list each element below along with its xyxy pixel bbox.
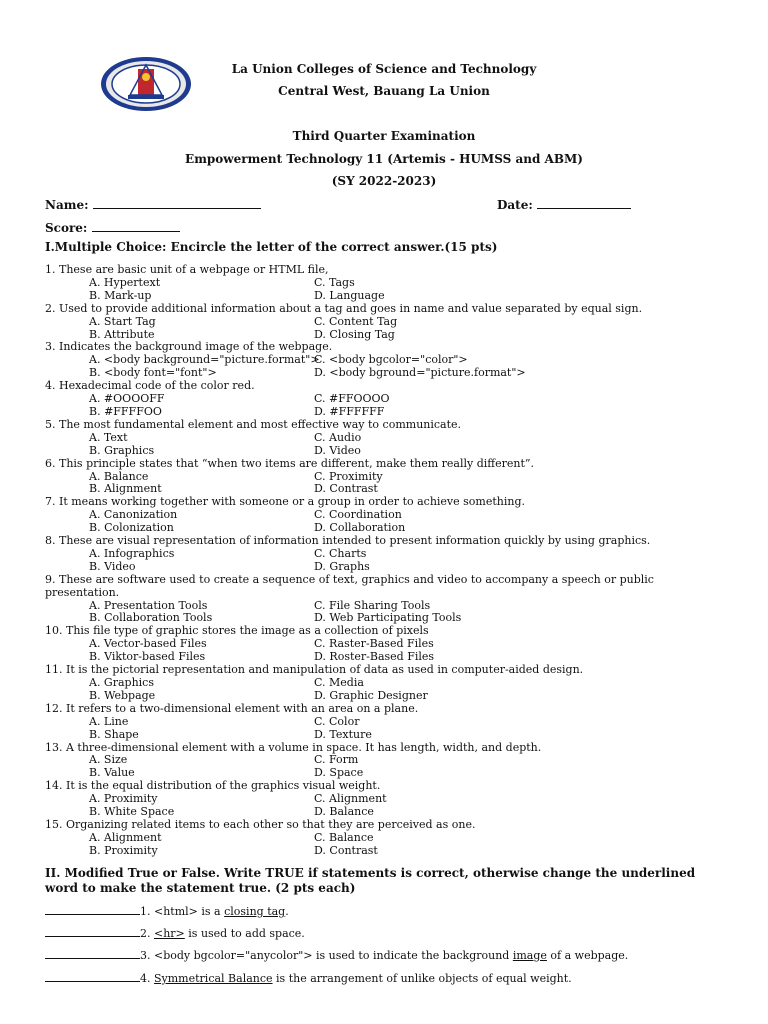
school-year: (SY 2022-2023) xyxy=(331,174,437,188)
date-blank[interactable] xyxy=(537,196,631,209)
question-item xyxy=(45,819,725,858)
answer-option[interactable]: A. Balance xyxy=(89,469,149,483)
true-false-item xyxy=(45,903,745,919)
school-name: La Union Colleges of Science and Technology xyxy=(231,62,537,76)
underlined-term: Symmetrical Balance xyxy=(154,972,273,985)
answer-option[interactable]: B. White Space xyxy=(89,805,175,819)
answer-option[interactable]: C. Media xyxy=(314,676,364,689)
question-item xyxy=(45,664,725,703)
multiple-choice-list xyxy=(45,264,725,858)
date-label: Date: xyxy=(497,198,533,212)
answer-option[interactable]: B. Attribute xyxy=(89,327,155,341)
answer-option[interactable]: C. Raster-Based Files xyxy=(314,637,434,651)
name-label: Name: xyxy=(45,198,89,212)
answer-option[interactable]: B. Proximity xyxy=(89,843,158,857)
answer-option[interactable]: D. Contrast xyxy=(314,843,378,857)
answer-option[interactable]: A. Vector-based Files xyxy=(89,637,207,651)
answer-option[interactable]: A. Start Tag xyxy=(89,314,156,328)
answer-option[interactable]: B. Video xyxy=(89,559,136,573)
answer-option[interactable]: A. Proximity xyxy=(89,792,158,806)
answer-option[interactable]: B. <body font="font"> xyxy=(89,366,217,380)
answer-option[interactable]: C. Proximity xyxy=(314,469,383,483)
answer-option[interactable]: A. Graphics xyxy=(89,676,154,689)
question-item xyxy=(45,574,725,626)
answer-option[interactable]: C. Form xyxy=(314,753,359,767)
question-text: 12. It refers to a two-dimensional element with an area on a plane. xyxy=(45,701,419,715)
part1-heading: I.Multiple Choice: Encircle the letter of the correct answer.(15 pts) xyxy=(45,240,498,254)
answer-option[interactable]: B. Colonization xyxy=(89,521,174,535)
answer-option[interactable]: D. Collaboration xyxy=(314,521,406,535)
question-item xyxy=(45,419,725,458)
question-item xyxy=(45,341,725,380)
answer-options xyxy=(89,548,725,574)
answer-option[interactable]: B. Alignment xyxy=(89,482,162,496)
true-false-item xyxy=(45,970,745,986)
name-field[interactable] xyxy=(45,196,261,212)
answer-option[interactable]: A. Hypertext xyxy=(89,275,161,289)
answer-option[interactable]: D. Graphs xyxy=(314,559,370,573)
answer-options xyxy=(89,600,725,626)
question-text: 5. The most fundamental element and most effective way to communicate. xyxy=(45,417,462,431)
question-item xyxy=(45,742,725,781)
answer-options xyxy=(89,793,725,819)
part2-heading: II. Modified True or False. Write TRUE if statements is correct, otherwise change the underlined word to make the statement true. (2 pts each) xyxy=(45,866,696,895)
answer-option[interactable]: B. #FFFFOO xyxy=(89,404,162,418)
answer-option[interactable]: B. Mark-up xyxy=(89,288,152,302)
question-item xyxy=(45,535,725,574)
answer-option[interactable]: C. #FFOOOO xyxy=(314,392,390,406)
statement-text: is the arrangement of unlike objects of equal weight. xyxy=(272,972,572,985)
question-item xyxy=(45,380,725,419)
name-blank[interactable] xyxy=(93,196,261,209)
answer-option[interactable]: C. Audio xyxy=(314,430,362,444)
subject-title: Empowerment Technology 11 (Artemis - HUMSS and ABM) xyxy=(185,152,583,166)
answer-option[interactable]: C. <body bgcolor="color"> xyxy=(314,353,468,367)
statement-text: of a webpage. xyxy=(546,949,629,962)
answer-blank[interactable] xyxy=(45,947,140,959)
statement-text: . xyxy=(285,905,289,918)
answer-option[interactable]: D. Texture xyxy=(314,727,372,741)
answer-option[interactable]: D. <body bground="picture.format"> xyxy=(314,366,526,380)
question-text: 7. It means working together with someone or a group in order to achieve something. xyxy=(45,495,526,509)
question-item xyxy=(45,264,725,303)
answer-options xyxy=(89,316,725,342)
answer-option[interactable]: A. <body background="picture.format"> xyxy=(89,353,320,367)
answer-options xyxy=(89,509,725,535)
answer-option[interactable]: A. Infographics xyxy=(89,546,175,560)
question-text: 2. Used to provide additional information about a tag and goes in name and value separated by equal sign. xyxy=(45,301,643,315)
underlined-term: image xyxy=(512,949,547,962)
answer-option[interactable]: D. Web Participating Tools xyxy=(314,611,462,625)
question-item xyxy=(45,458,725,497)
answer-option[interactable]: A. Canonization xyxy=(89,508,178,522)
answer-option[interactable]: C. File Sharing Tools xyxy=(314,598,431,612)
question-text: 10. This file type of graphic stores the image as a collection of pixels xyxy=(45,624,429,638)
exam-title: Third Quarter Examination xyxy=(292,129,476,143)
answer-option[interactable]: D. Video xyxy=(314,443,361,457)
answer-blank[interactable] xyxy=(45,925,140,937)
answer-option[interactable]: D. Balance xyxy=(314,805,374,819)
item-number: 1. xyxy=(140,905,154,918)
answer-option[interactable]: A. Alignment xyxy=(89,830,162,844)
answer-option[interactable]: C. Color xyxy=(314,714,360,728)
question-text: 9. These are software used to create a sequence of text, graphics and video to accompany a speech or public presentation. xyxy=(45,572,654,599)
question-item xyxy=(45,625,725,664)
answer-option[interactable]: D. Language xyxy=(314,288,385,302)
answer-options xyxy=(89,277,725,303)
answer-options xyxy=(89,677,725,703)
statement-text: <body bgcolor="anycolor"> is used to indicate the background xyxy=(154,949,513,962)
answer-option[interactable]: D. Closing Tag xyxy=(314,327,395,341)
item-number: 4. xyxy=(140,972,154,985)
statement-text: is used to add space. xyxy=(184,927,305,940)
question-text: 3. Indicates the background image of the webpage. xyxy=(45,340,333,354)
answer-options xyxy=(89,471,725,497)
answer-option[interactable]: D. #FFFFFF xyxy=(314,404,385,418)
answer-option[interactable]: A. Size xyxy=(89,753,128,767)
answer-option[interactable]: C. Content Tag xyxy=(314,314,398,328)
answer-option[interactable]: B. Webpage xyxy=(89,688,156,702)
question-text: 14. It is the equal distribution of the graphics visual weight. xyxy=(45,779,381,793)
answer-option[interactable]: D. Graphic Designer xyxy=(314,688,428,702)
answer-option[interactable]: B. Collaboration Tools xyxy=(89,611,213,625)
answer-option[interactable]: D. Roster-Based Files xyxy=(314,650,435,664)
answer-option[interactable]: B. Graphics xyxy=(89,443,155,457)
answer-blank[interactable] xyxy=(45,903,140,915)
item-number: 2. xyxy=(140,927,154,940)
answer-option[interactable]: D. Space xyxy=(314,766,364,780)
answer-option[interactable]: A. Line xyxy=(89,714,129,728)
underlined-term: closing tag xyxy=(224,905,286,918)
answer-option[interactable]: C. Coordination xyxy=(314,508,402,522)
answer-options xyxy=(89,832,725,858)
question-text: 6. This principle states that “when two items are different, make them really different”. xyxy=(45,456,535,470)
question-item xyxy=(45,703,725,742)
answer-option[interactable]: C. Alignment xyxy=(314,792,387,806)
answer-options xyxy=(89,754,725,780)
item-number: 3. xyxy=(140,949,154,962)
score-field[interactable] xyxy=(45,219,180,235)
answer-option[interactable]: D. Contrast xyxy=(314,482,378,496)
answer-option[interactable]: C. Charts xyxy=(314,546,367,560)
answer-option[interactable]: B. Viktor-based Files xyxy=(89,650,206,664)
question-text: 8. These are visual representation of information intended to present information quickly by using graphics. xyxy=(45,534,651,548)
answer-option[interactable]: B. Shape xyxy=(89,727,139,741)
answer-options xyxy=(89,432,725,458)
answer-option[interactable]: C. Balance xyxy=(314,830,374,844)
question-item xyxy=(45,496,725,535)
true-false-item xyxy=(45,925,745,941)
answer-option[interactable]: B. Value xyxy=(89,766,135,780)
answer-options xyxy=(89,354,725,380)
answer-option[interactable]: A. #OOOOFF xyxy=(89,392,165,406)
true-false-item xyxy=(45,947,745,963)
score-label: Score: xyxy=(45,221,88,235)
question-item xyxy=(45,780,725,819)
question-text: 4. Hexadecimal code of the color red. xyxy=(45,379,255,393)
question-text: 1. These are basic unit of a webpage or HTML file, xyxy=(45,263,329,276)
statement-text: <html> is a xyxy=(154,905,225,918)
school-address: Central West, Bauang La Union xyxy=(278,84,490,98)
answer-blank[interactable] xyxy=(45,970,140,982)
question-text: 13. A three-dimensional element with a volume in space. It has length, width, and depth. xyxy=(45,740,542,754)
answer-option[interactable]: A. Presentation Tools xyxy=(89,598,208,612)
date-field[interactable] xyxy=(497,196,631,212)
answer-option[interactable]: A. Text xyxy=(89,430,128,444)
answer-options xyxy=(89,638,725,664)
question-item xyxy=(45,303,725,342)
answer-option[interactable]: C. Tags xyxy=(314,275,355,289)
question-text: 15. Organizing related items to each other so that they are perceived as one. xyxy=(45,817,476,831)
answer-options xyxy=(89,716,725,742)
underlined-term: <hr> xyxy=(154,927,185,940)
score-blank[interactable] xyxy=(92,219,180,232)
answer-options xyxy=(89,393,725,419)
question-text: 11. It is the pictorial representation and manipulation of data as used in computer-aided design. xyxy=(45,663,584,677)
